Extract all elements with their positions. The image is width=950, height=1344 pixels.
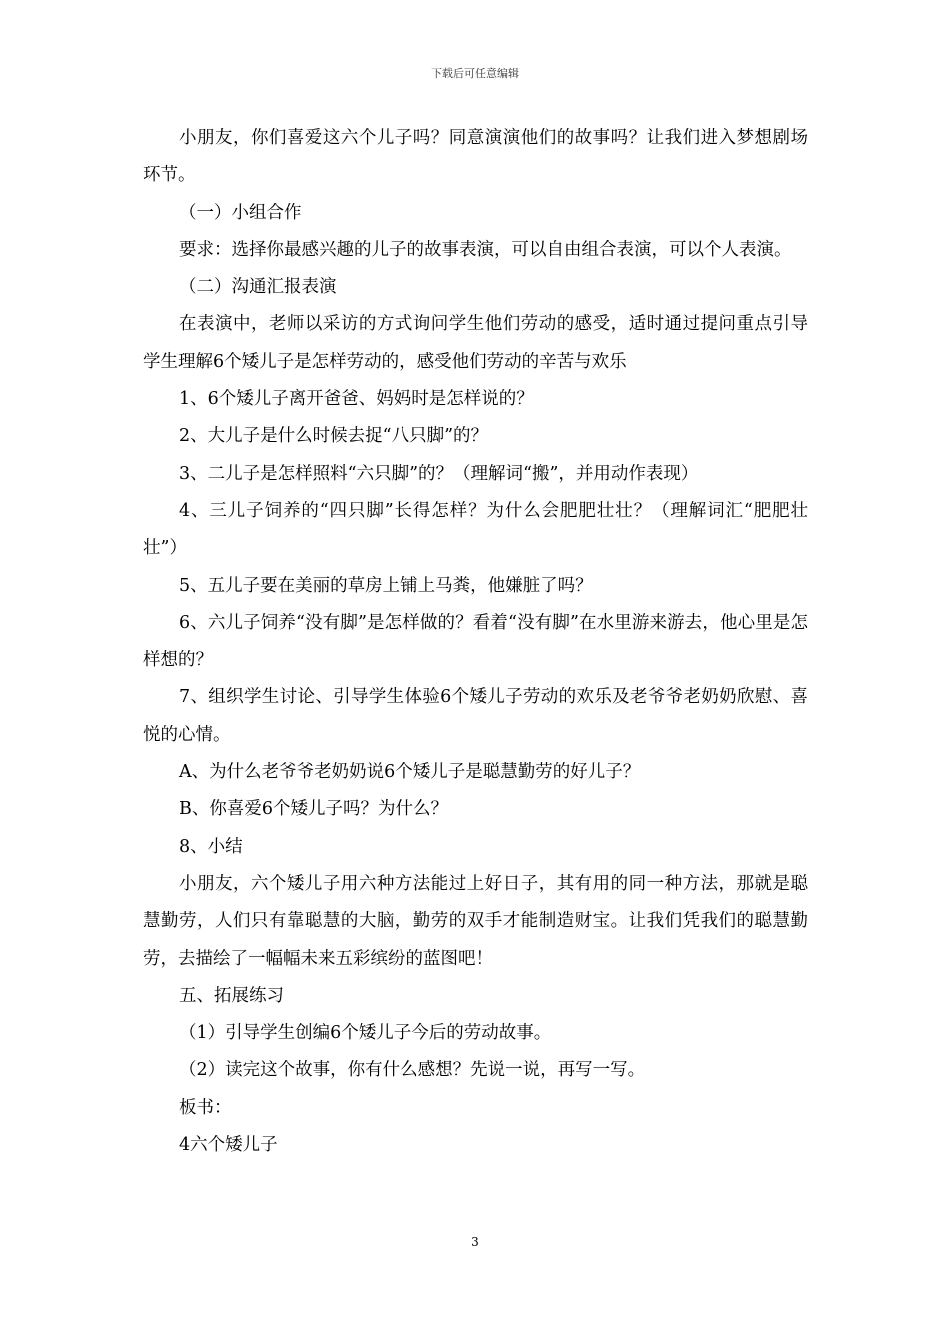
paragraph-intro: 小朋友，你们喜爱这六个儿子吗？同意演演他们的故事吗？让我们进入梦想剧场环节。 [143, 128, 808, 186]
paragraph-performance-guide: 在表演中，老师以采访的方式询问学生他们劳动的感受，适时通过提问重点引导学生理解6个矮儿子是怎样劳动的，感受他们劳动的辛苦与欢乐 [143, 314, 808, 372]
paragraph-summary: 小朋友，六个矮儿子用六种方法能过上好日子，其有用的同一种方法，那就是聪慧勤劳，人们只有靠聪慧的大脑，勤劳的双手才能制造财宝。让我们凭我们的聪慧勤劳，去描绘了一幅幅未来五彩缤纷的蓝图吧！ [143, 873, 808, 969]
extension-item-1: （1）引导学生创编6个矮儿子今后的劳动故事。 [179, 1023, 552, 1044]
question-item-7: 7、组织学生讨论、引导学生体验6个矮儿子劳动的欢乐及老爷爷老奶奶欣慰、喜悦的心情。 [143, 687, 808, 745]
page-number: 3 [471, 1235, 479, 1249]
section-heading-extension: 五、拓展练习 [179, 985, 284, 1006]
extension-item-2: （2）读完这个故事，你有什么感想？先说一说，再写一写。 [179, 1060, 646, 1081]
section-heading-group-work: （一）小组合作 [179, 202, 302, 223]
question-item-2: 2、大儿子是什么时候去捉“八只脚”的？ [179, 426, 489, 447]
sub-question-a: A、为什么老爷爷老奶奶说6个矮儿子是聪慧勤劳的好儿子？ [179, 762, 641, 783]
summary-heading: 8、小结 [179, 836, 243, 857]
question-item-6: 6、六儿子饲养“没有脚”是怎样做的？看着“没有脚”在水里游来游去，他心里是怎样想的？ [143, 612, 808, 671]
section-heading-report-performance: （二）沟通汇报表演 [179, 277, 337, 298]
paragraph-requirement: 要求：选择你最感兴趣的儿子的故事表演，可以自由组合表演，可以个人表演。 [179, 239, 792, 260]
question-item-5: 5、五儿子要在美丽的草房上铺上马粪，他嫌脏了吗？ [179, 575, 593, 596]
question-item-1: 1、6个矮儿子离开爸爸、妈妈时是怎样说的？ [179, 389, 534, 410]
question-item-3: 3、二儿子是怎样照料“六只脚”的？（理解词“搬”，并用动作表现） [179, 463, 699, 484]
blackboard-label: 板书： [179, 1097, 232, 1118]
page-header: 下载后可任意编辑 [431, 67, 519, 80]
sub-question-b: B、你喜爱6个矮儿子吗？为什么？ [179, 799, 448, 820]
question-item-4: 4、三儿子饲养的“四只脚”长得怎样？为什么会肥肥壮壮？（理解词汇“肥肥壮壮”） [143, 500, 808, 559]
document-body [143, 120, 808, 1164]
blackboard-title: 4六个矮儿子 [179, 1135, 278, 1156]
